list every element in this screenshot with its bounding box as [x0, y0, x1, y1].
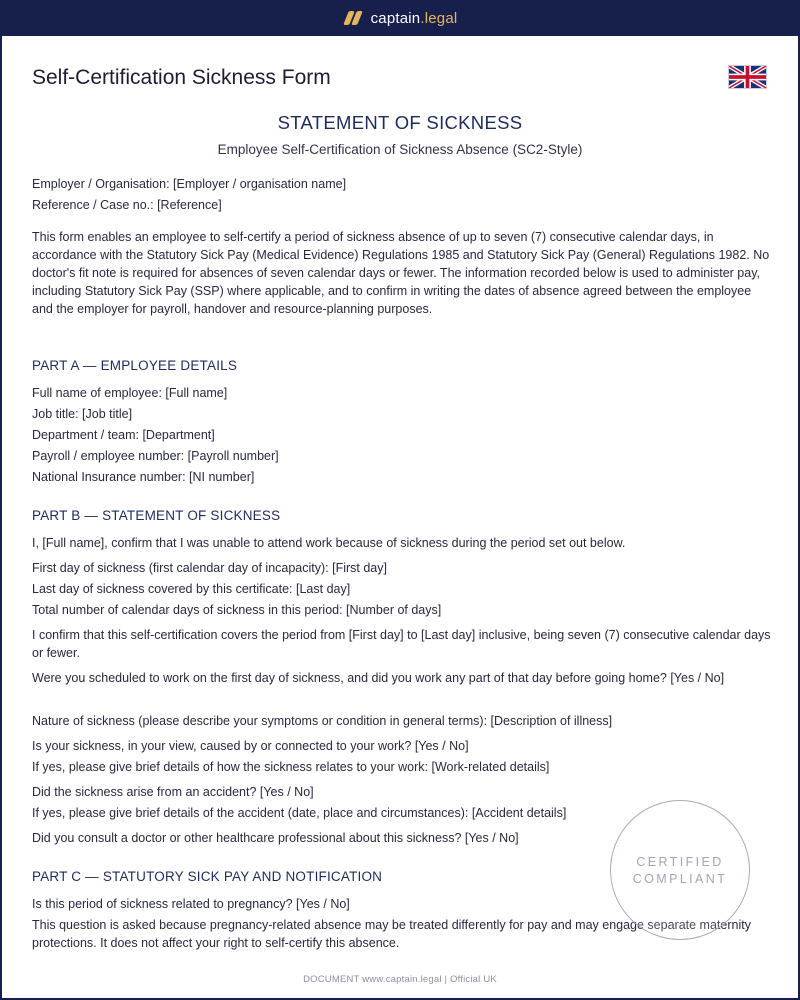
- brand-logo[interactable]: [343, 10, 458, 27]
- brand-wordmark: [371, 10, 458, 27]
- stamp-line-2: COMPLIANT: [632, 871, 728, 886]
- top-bar: [0, 0, 800, 36]
- nature-of-sickness-field: Nature of sickness (please describe your symptoms or condition in general terms): [Description of illness]: [32, 714, 613, 728]
- scheduled-question: Were you scheduled to work on the first day of sickness, and did you work any part of that day before going home? [Yes / No]: [32, 671, 725, 685]
- statement-title: STATEMENT OF SICKNESS: [277, 112, 523, 133]
- ni-number-field: National Insurance number: [NI number]: [32, 470, 255, 484]
- work-details-field: If yes, please give brief details of how the sickness relates to your work: [Work-related details]: [32, 760, 550, 774]
- brand-mark-icon: [343, 11, 362, 25]
- payroll-field: Payroll / employee number: [Payroll number]: [32, 449, 279, 463]
- last-day-field: Last day of sickness covered by this certificate: [Last day]: [32, 582, 351, 596]
- pregnancy-question: Is this period of sickness related to pregnancy? [Yes / No]: [32, 897, 350, 911]
- brand-tld: .legal: [420, 9, 458, 27]
- statement-subtitle: Employee Self-Certification of Sickness Absence (SC2-Style): [217, 142, 583, 157]
- document-footer: DOCUMENT www.captain.legal | Official UK: [303, 974, 497, 985]
- confirm-unable-statement: I, [Full name], confirm that I was unable to attend work because of sickness during the period set out below.: [32, 536, 626, 550]
- certified-compliant-stamp: [610, 800, 750, 940]
- part-c-heading: PART C — STATUTORY SICK PAY AND NOTIFICATION: [32, 869, 383, 884]
- first-day-field: First day of sickness (first calendar day of incapacity): [First day]: [32, 561, 387, 575]
- part-a-heading: PART A — EMPLOYEE DETAILS: [32, 358, 238, 373]
- job-title-field: Job title: [Job title]: [32, 407, 133, 421]
- department-field: Department / team: [Department]: [32, 428, 215, 442]
- work-caused-question: Is your sickness, in your view, caused by or connected to your work? [Yes / No]: [32, 739, 469, 753]
- total-days-field: Total number of calendar days of sickness in this period: [Number of days]: [32, 603, 442, 617]
- employer-line: Employer / Organisation: [Employer / organisation name]: [32, 177, 347, 191]
- pregnancy-note: This question is asked because pregnancy-related absence may be treated differently for pay and may engage separate maternity protections. It does not affect your right to self-certify this absence.: [32, 918, 751, 950]
- uk-flag-icon: [728, 65, 767, 89]
- document-title: Self-Certification Sickness Form: [32, 66, 331, 89]
- intro-paragraph: This form enables an employee to self-certify a period of sickness absence of up to seven (7) consecutive calendar days, in accordance with the Statutory Sick Pay (Medical Evidence) Regulations 1985 and Statutory Sick Pay (General) Regulations 1982. No doctor's fit note is required for absences of seven calendar days or fewer. The information recorded below is used to administer pay, including Statutory Sick Pay (SSP) where applicable, and to confirm in writing the dates of absence agreed between the employee and the employer for payroll, handover and resource-planning purposes.: [32, 230, 770, 316]
- accident-question: Did the sickness arise from an accident? [Yes / No]: [32, 785, 314, 799]
- full-name-field: Full name of employee: [Full name]: [32, 386, 228, 400]
- reference-line: Reference / Case no.: [Reference]: [32, 198, 222, 212]
- part-b-heading: PART B — STATEMENT OF SICKNESS: [32, 508, 281, 523]
- doctor-question: Did you consult a doctor or other healthcare professional about this sickness? [Yes / No]: [32, 831, 519, 845]
- accident-details-field: If yes, please give brief details of the accident (date, place and circumstances): [Accident details]: [32, 806, 567, 820]
- stamp-line-1: CERTIFIED: [636, 854, 724, 869]
- confirm-period-statement: I confirm that this self-certification covers the period from [First day] to [Last day] inclusive, being seven (7) consecutive calendar days or fewer.: [32, 628, 771, 660]
- brand-name: captain: [370, 9, 421, 27]
